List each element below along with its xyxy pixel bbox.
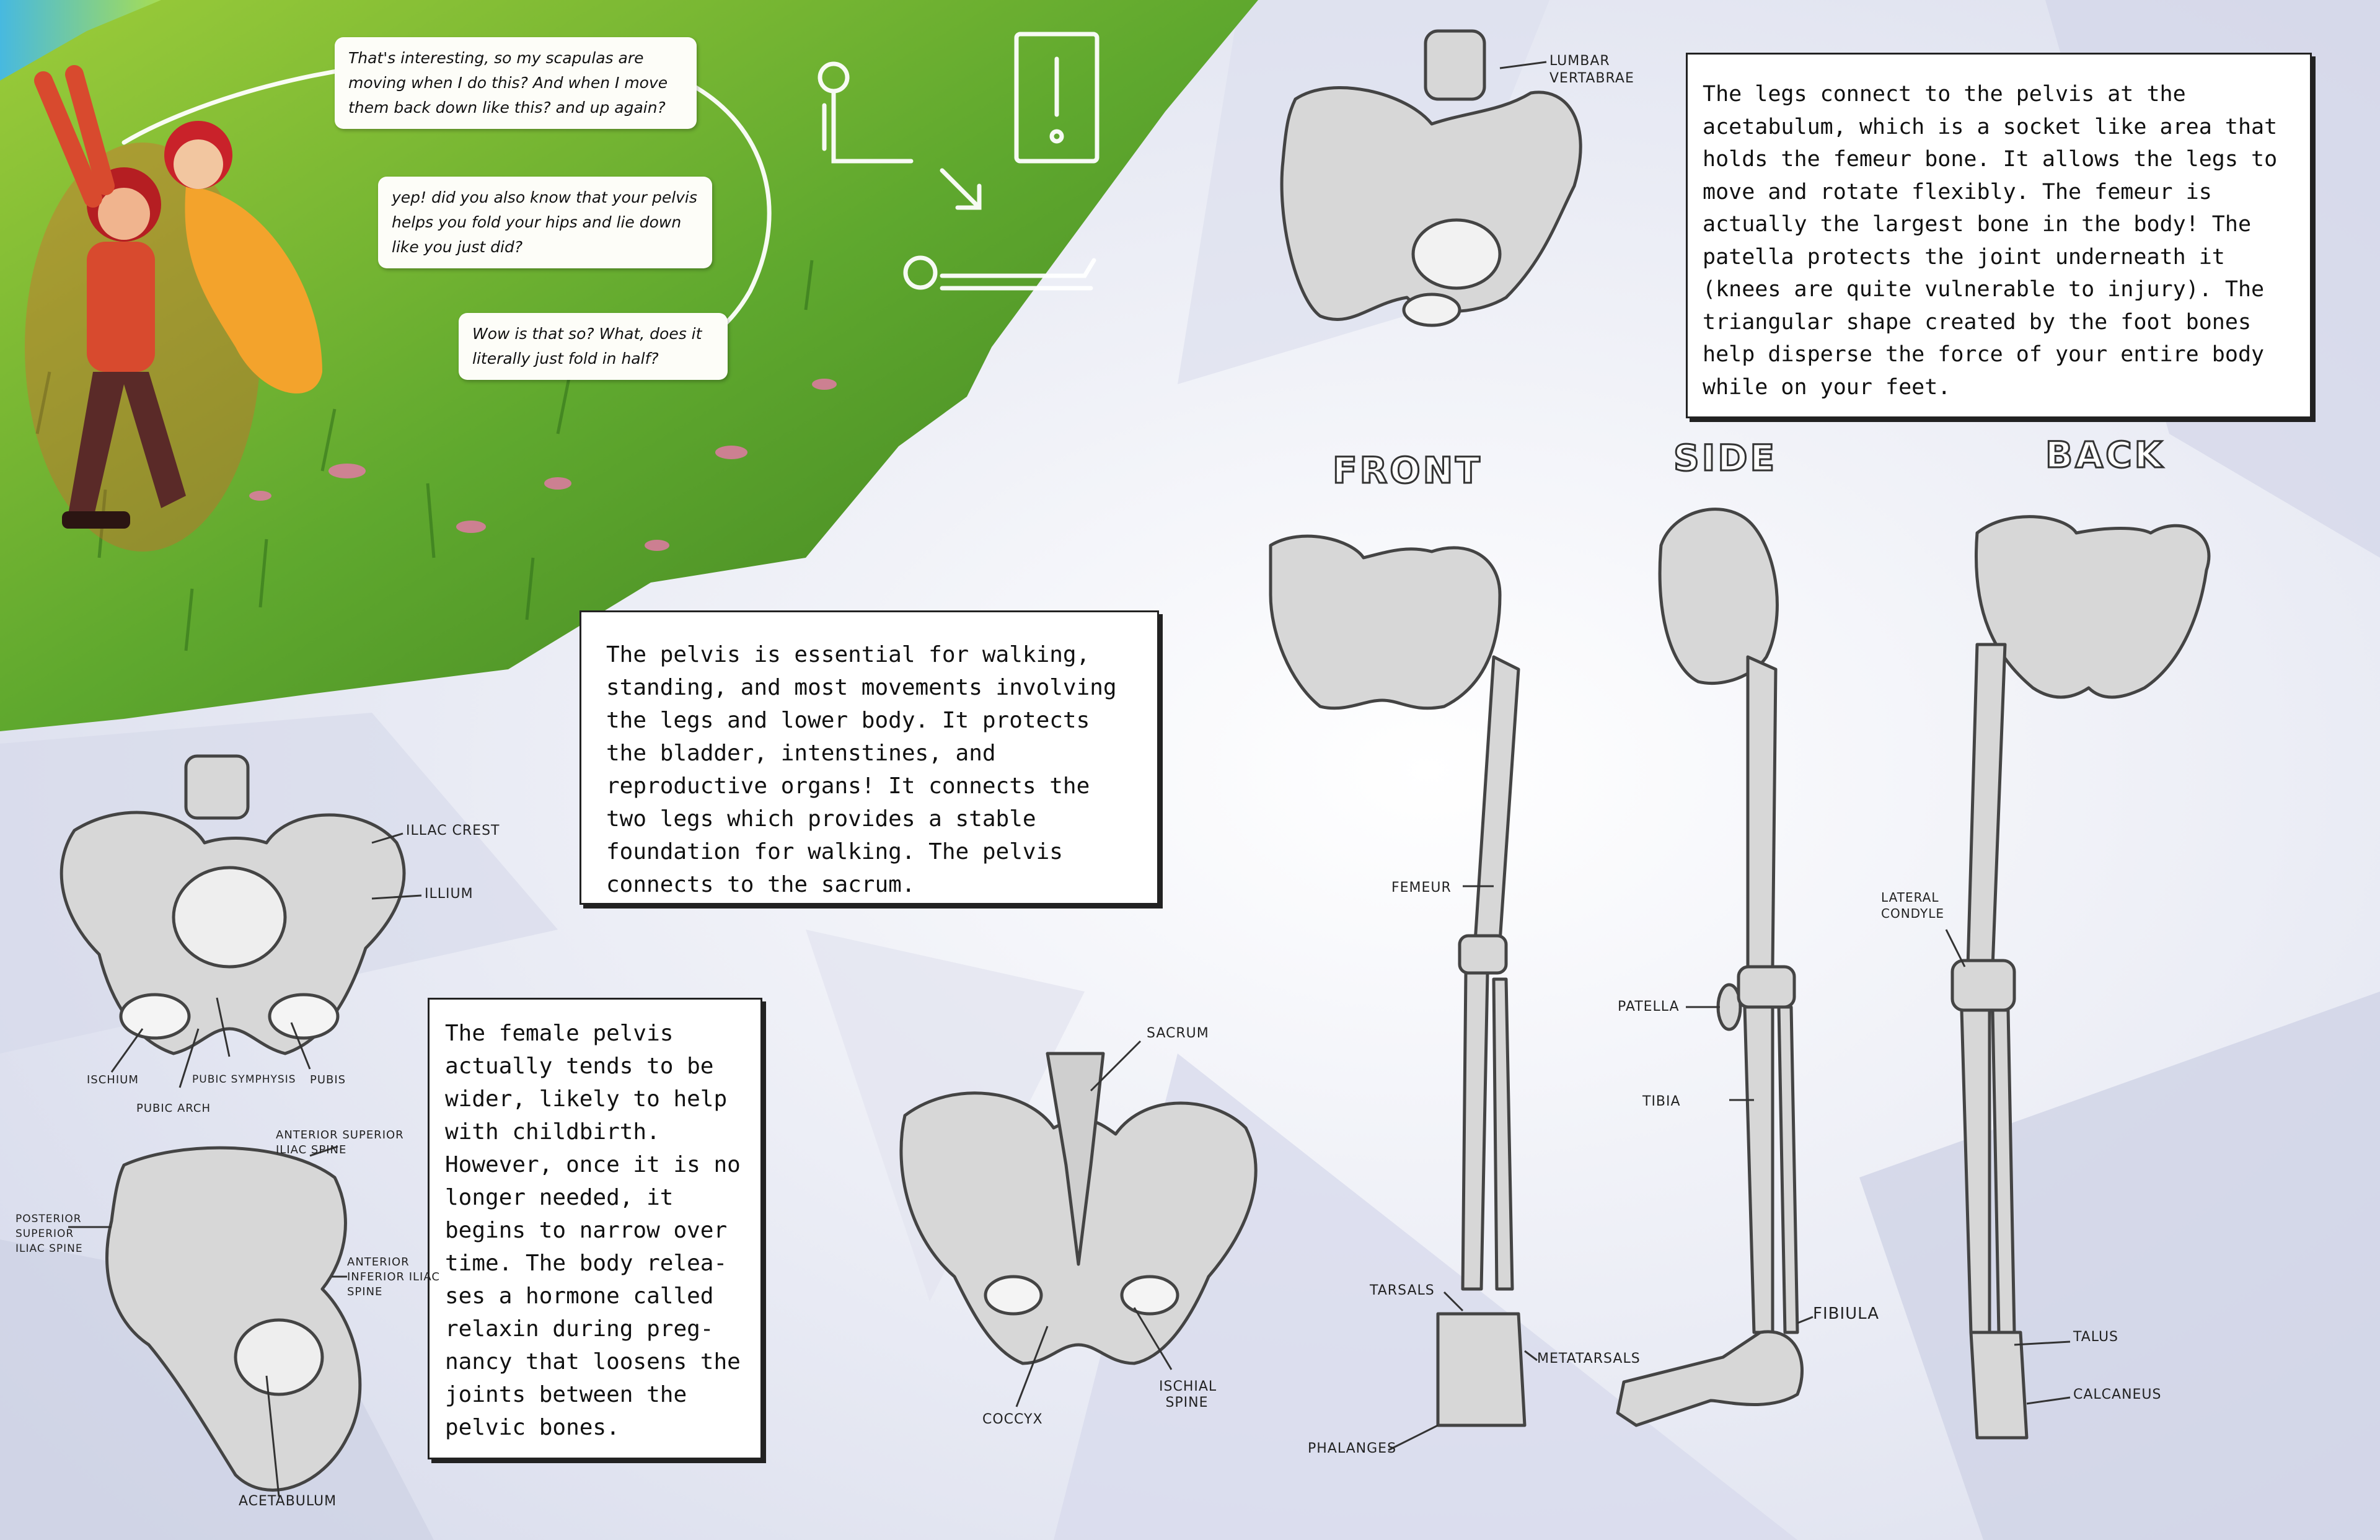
view-back-heading: BACK xyxy=(2045,434,2165,476)
speech-bubble-3: Wow is that so? What, does it literally just fold in half? xyxy=(459,313,728,380)
label-fibiula: FIBIULA xyxy=(1813,1305,1880,1323)
label-psis: POSTERIOR SUPERIOR ILIAC SPINE xyxy=(15,1213,83,1255)
leg-back-drawing xyxy=(1952,517,2209,1438)
label-metatarsals: METATARSALS xyxy=(1537,1351,1641,1366)
label-talus: TALUS xyxy=(2073,1329,2119,1345)
label-pubic-symphysis: PUBIC SYMPHYSIS xyxy=(192,1073,296,1086)
speech-bubble-1: That's interesting, so my scapulas are moving when I do this? And when I move them back down like this? and up again? xyxy=(335,37,697,129)
legs-info-text: The legs connect to the pelvis at the acetabulum, which is a socket like area that holds the femeur bone. It allows the legs to move and rotate flexibly. The femeur is actually the largest bone in the body! The patella protects the joint underneath it (knees are quite vulnerable to injury). The triangular shape created by the foot bones help disperse the force of your entire body while on your feet. xyxy=(1703,82,2278,400)
label-acetabulum: ACETABULUM xyxy=(239,1494,337,1509)
label-phalanges: PHALANGES xyxy=(1308,1441,1397,1456)
pelvis-front-drawing xyxy=(61,756,404,1054)
pelvis-back-drawing xyxy=(901,1054,1256,1363)
label-asis: ANTERIOR SUPERIOR ILIAC SPINE xyxy=(276,1129,404,1156)
label-iliac-crest: ILLAC CREST xyxy=(406,823,500,838)
pelvis-top-drawing xyxy=(1282,31,1580,325)
hip-side-drawing xyxy=(107,1148,360,1490)
label-ilium: ILLIUM xyxy=(425,886,474,902)
speech-bubble-2: yep! did you also know that your pelvis helps you fold your hips and lie down like you just did? xyxy=(378,177,712,268)
female-pelvis-text: The female pelvis actually tends to be wider, likely to help with childbirth. However, once it is no longer needed, it begins to narrow over time. The body relea-ses a hormone called relaxin during preg-nancy that loosens the joints between the pelvic bones. xyxy=(445,1021,741,1440)
label-sacrum: SACRUM xyxy=(1147,1026,1209,1041)
label-lumbar-vertebrae: LUMBAR VERTABRAE xyxy=(1549,53,1634,86)
label-femeur: FEMEUR xyxy=(1391,880,1452,895)
label-ischium: ISCHIUM xyxy=(87,1073,139,1086)
label-lateral-condyle: LATERAL CONDYLE xyxy=(1881,890,1944,921)
label-calcaneus: CALCANEUS xyxy=(2073,1387,2162,1402)
label-ischial-spine: ISCHIAL SPINE xyxy=(1159,1379,1217,1410)
label-tarsals: TARSALS xyxy=(1370,1283,1435,1298)
label-pubis: PUBIS xyxy=(310,1073,346,1086)
label-aiis: ANTERIOR INFERIOR ILIAC SPINE xyxy=(347,1256,440,1298)
view-side-heading: SIDE xyxy=(1673,437,1778,479)
view-front-heading: FRONT xyxy=(1333,449,1483,491)
leg-side-drawing xyxy=(1618,509,1802,1425)
label-tibia: TIBIA xyxy=(1642,1094,1681,1109)
label-pubic-arch: PUBIC ARCH xyxy=(136,1102,211,1115)
pelvis-info-text: The pelvis is essential for walking, standing, and most movements involving the legs and lower body. It protects the bladder, intenstines, and reproductive organs! It connects the two legs which provides a stable foundation for walking. The pelvis connects to the sacrum. xyxy=(606,642,1117,897)
label-coccyx: COCCYX xyxy=(982,1412,1043,1427)
label-patella: PATELLA xyxy=(1618,999,1680,1014)
